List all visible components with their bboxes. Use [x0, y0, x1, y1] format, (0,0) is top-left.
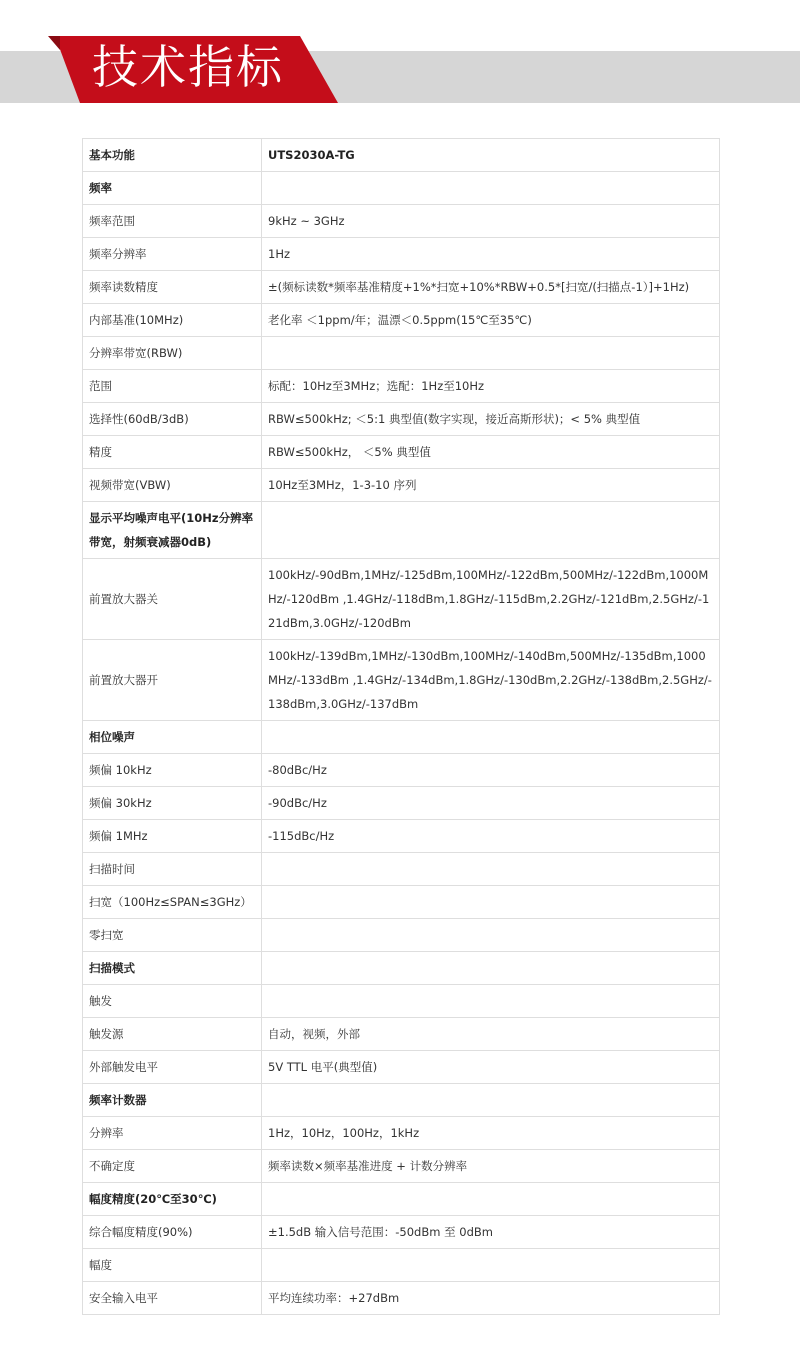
spec-table [82, 138, 720, 1315]
spec-value: ±1.5dB 输入信号范围：-50dBm 至 0dBm [262, 1216, 720, 1249]
spec-value [262, 1183, 720, 1216]
spec-label: 不确定度 [83, 1150, 262, 1183]
spec-label: 扫描时间 [83, 853, 262, 886]
spec-label: 视频带宽(VBW) [83, 469, 262, 502]
spec-row [83, 640, 720, 721]
spec-row [83, 1282, 720, 1315]
spec-value [262, 172, 720, 205]
spec-label: 范围 [83, 370, 262, 403]
spec-row [83, 1084, 720, 1117]
spec-value [262, 952, 720, 985]
spec-row [83, 886, 720, 919]
spec-value: -90dBc/Hz [262, 787, 720, 820]
spec-label: 频偏 1MHz [83, 820, 262, 853]
spec-row [83, 1216, 720, 1249]
spec-row [83, 403, 720, 436]
spec-value: UTS2030A-TG [262, 139, 720, 172]
spec-label: 频偏 30kHz [83, 787, 262, 820]
spec-row [83, 787, 720, 820]
section-heading: 频率 [83, 172, 262, 205]
spec-value: -115dBc/Hz [262, 820, 720, 853]
spec-value [262, 1084, 720, 1117]
spec-row [83, 337, 720, 370]
spec-row [83, 1150, 720, 1183]
spec-row [83, 1018, 720, 1051]
spec-label: 外部触发电平 [83, 1051, 262, 1084]
spec-row [83, 139, 720, 172]
spec-label: 前置放大器关 [83, 559, 262, 640]
section-heading: 基本功能 [83, 139, 262, 172]
spec-value: 自动，视频，外部 [262, 1018, 720, 1051]
spec-label: 频率分辨率 [83, 238, 262, 271]
spec-value: 9kHz ~ 3GHz [262, 205, 720, 238]
spec-row [83, 502, 720, 559]
spec-value [262, 886, 720, 919]
spec-value [262, 853, 720, 886]
spec-row [83, 1183, 720, 1216]
spec-value: 100kHz/-139dBm,1MHz/-130dBm,100MHz/-140dBm,500MHz/-135dBm,1000MHz/-133dBm ,1.4GHz/-134dBm,1.8GHz/-130dBm,2.2GHz/-138dBm,2.5GHz/-138dBm,3.0GHz/-137dBm [262, 640, 720, 721]
spec-value: RBW≤500kHz; ＜5:1 典型值(数字实现，接近高斯形状)；< 5% 典型值 [262, 403, 720, 436]
spec-label: 频率范围 [83, 205, 262, 238]
spec-value [262, 1249, 720, 1282]
spec-label: 前置放大器开 [83, 640, 262, 721]
spec-row [83, 172, 720, 205]
spec-value: 老化率 ＜1ppm/年；温漂＜0.5ppm(15℃至35℃) [262, 304, 720, 337]
spec-label: 频率读数精度 [83, 271, 262, 304]
spec-value: 标配：10Hz至3MHz；选配：1Hz至10Hz [262, 370, 720, 403]
spec-value: -80dBc/Hz [262, 754, 720, 787]
spec-label: 扫宽（100Hz≤SPAN≤3GHz） [83, 886, 262, 919]
section-banner [0, 0, 800, 110]
spec-row [83, 754, 720, 787]
spec-label: 精度 [83, 436, 262, 469]
spec-row [83, 559, 720, 640]
spec-label: 选择性(60dB/3dB) [83, 403, 262, 436]
spec-row [83, 304, 720, 337]
spec-value [262, 502, 720, 559]
spec-row [83, 853, 720, 886]
spec-label: 零扫宽 [83, 919, 262, 952]
spec-row [83, 985, 720, 1018]
spec-value: 1Hz [262, 238, 720, 271]
spec-row [83, 205, 720, 238]
spec-value: RBW≤500kHz， ＜5% 典型值 [262, 436, 720, 469]
spec-value: 平均连续功率：+27dBm [262, 1282, 720, 1315]
spec-row [83, 370, 720, 403]
spec-label: 分辨率带宽(RBW) [83, 337, 262, 370]
spec-row [83, 1051, 720, 1084]
spec-value [262, 337, 720, 370]
spec-row [83, 721, 720, 754]
spec-value: 100kHz/-90dBm,1MHz/-125dBm,100MHz/-122dBm,500MHz/-122dBm,1000MHz/-120dBm ,1.4GHz/-118dBm,1.8GHz/-115dBm,2.2GHz/-121dBm,2.5GHz/-121dBm,3.0GHz/-120dBm [262, 559, 720, 640]
section-heading: 幅度精度(20℃至30℃) [83, 1183, 262, 1216]
page-title: 技术指标 [92, 40, 284, 94]
spec-value: ±(频标读数*频率基准精度+1%*扫宽+10%*RBW+0.5*[扫宽/(扫描点-1）]+1Hz) [262, 271, 720, 304]
spec-label: 分辨率 [83, 1117, 262, 1150]
spec-row [83, 469, 720, 502]
section-heading: 显示平均噪声电平(10Hz分辨率带宽，射频衰减器0dB) [83, 502, 262, 559]
section-heading: 扫描模式 [83, 952, 262, 985]
spec-label: 频偏 10kHz [83, 754, 262, 787]
spec-label: 触发源 [83, 1018, 262, 1051]
spec-row [83, 1249, 720, 1282]
spec-value: 频率读数×频率基准进度 + 计数分辨率 [262, 1150, 720, 1183]
section-heading: 频率计数器 [83, 1084, 262, 1117]
spec-label: 幅度 [83, 1249, 262, 1282]
spec-row [83, 820, 720, 853]
spec-row [83, 952, 720, 985]
spec-value [262, 919, 720, 952]
section-heading: 相位噪声 [83, 721, 262, 754]
spec-row [83, 238, 720, 271]
spec-row [83, 1117, 720, 1150]
spec-label: 触发 [83, 985, 262, 1018]
spec-value: 1Hz，10Hz，100Hz，1kHz [262, 1117, 720, 1150]
spec-row [83, 436, 720, 469]
spec-row [83, 271, 720, 304]
spec-row [83, 919, 720, 952]
spec-label: 综合幅度精度(90%) [83, 1216, 262, 1249]
spec-value [262, 985, 720, 1018]
spec-value [262, 721, 720, 754]
spec-label: 内部基准(10MHz) [83, 304, 262, 337]
spec-value: 5V TTL 电平(典型值) [262, 1051, 720, 1084]
spec-label: 安全输入电平 [83, 1282, 262, 1315]
spec-value: 10Hz至3MHz，1-3-10 序列 [262, 469, 720, 502]
